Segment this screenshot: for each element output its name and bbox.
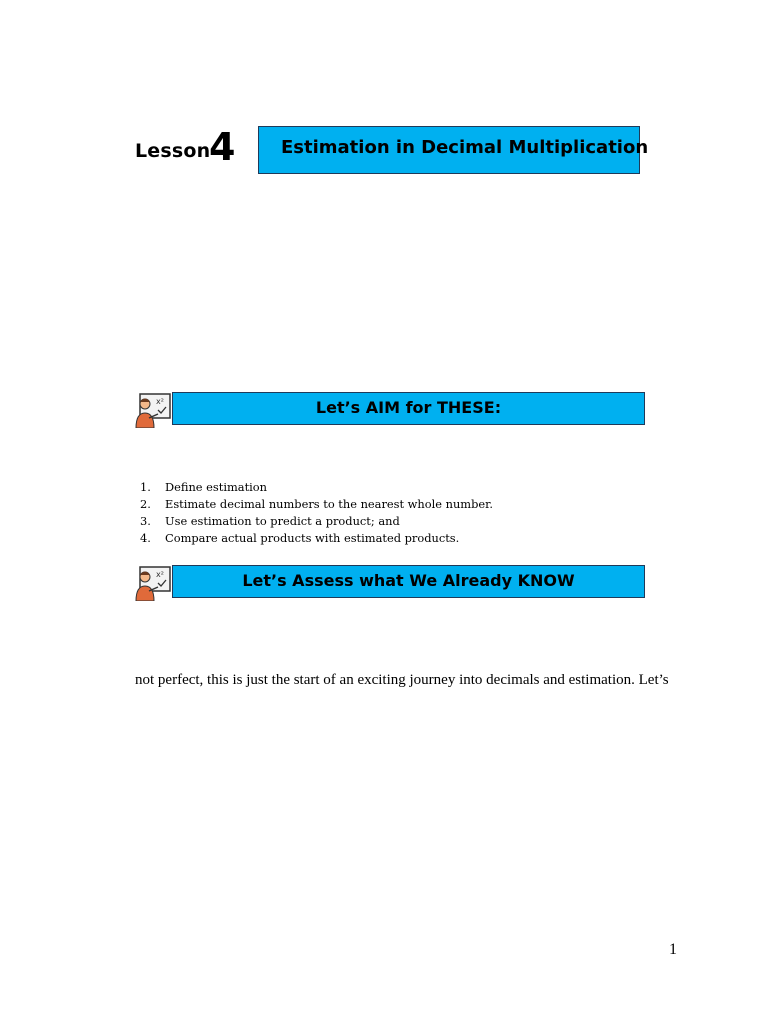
list-item [140,479,493,496]
teacher-board-icon [134,565,172,601]
objective-number: 3. [140,514,151,528]
objective-text: Compare actual products with estimated products. [165,531,460,545]
objectives-list [140,479,493,547]
objective-text: Define estimation [165,480,267,494]
lesson-title-box [258,126,649,174]
objective-text: Use estimation to predict a product; and [165,514,400,528]
aim-banner [134,392,645,425]
list-item [140,530,493,547]
page-number: 1 [669,941,677,958]
teacher-board-icon [134,392,172,428]
lesson-label: Lesson [135,140,211,162]
svg-text:x²: x² [156,570,164,579]
svg-text:x²: x² [156,397,164,406]
assess-banner [134,565,645,598]
objective-number: 4. [140,531,151,545]
list-item [140,513,493,530]
objective-number: 2. [140,497,151,511]
aim-heading: Let’s AIM for THESE: [315,398,502,417]
list-item [140,496,493,513]
assess-heading: Let’s Assess what We Already KNOW [242,571,575,590]
lesson-title: Estimation in Decimal Multiplication [281,137,649,158]
lesson-number: 4 [209,125,236,169]
objective-text: Estimate decimal numbers to the nearest whole number. [165,497,493,511]
body-paragraph: not perfect, this is just the start of an exciting journey into decimals and estimation. Let’s [135,672,669,688]
objective-number: 1. [140,480,151,494]
